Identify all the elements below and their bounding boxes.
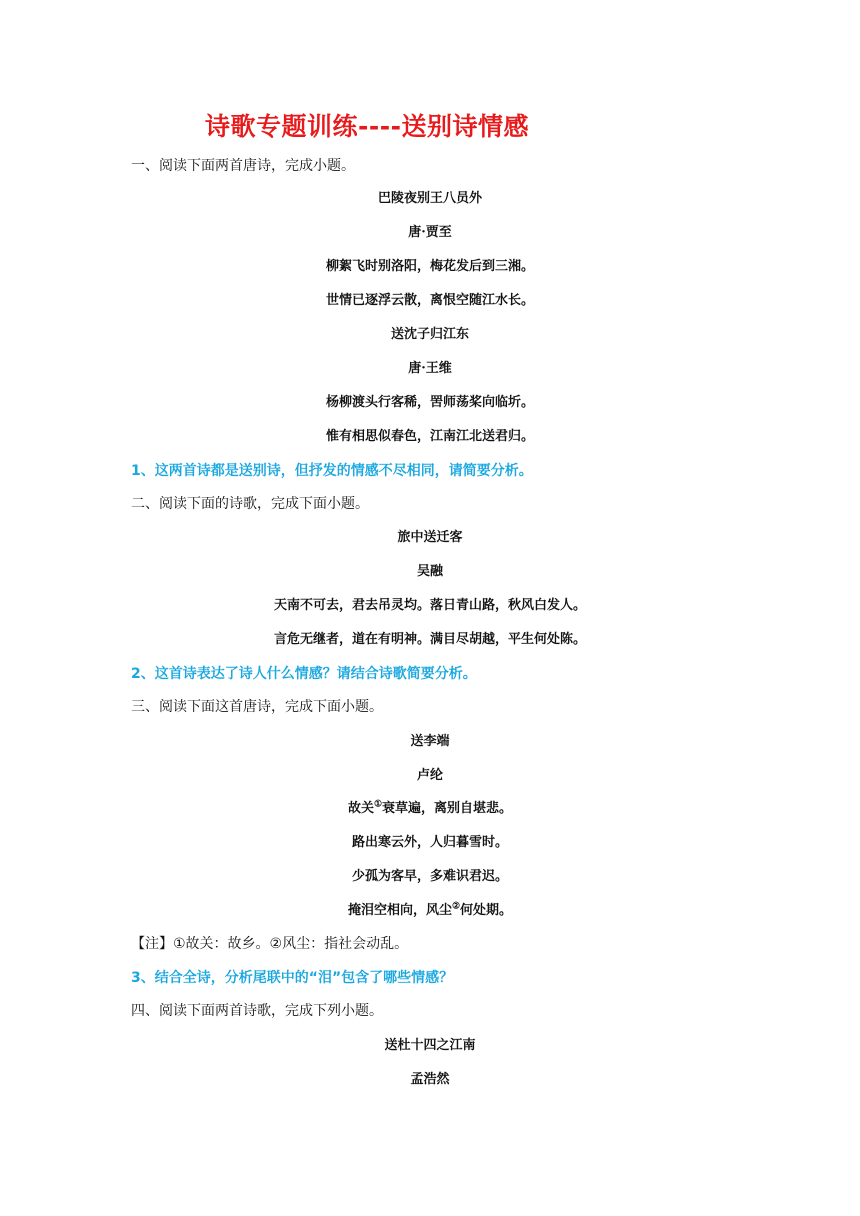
poem-3-line-1: 天南不可去，君去吊灵均。落日青山路，秋风白发人。 <box>273 598 586 613</box>
poem-4-line-3: 少孤为客早，多难识君迟。 <box>351 869 508 884</box>
poem-2-line-2: 惟有相思似春色，江南江北送君归。 <box>325 429 534 444</box>
section-2-heading: 二、阅读下面的诗歌，完成下面小题。 <box>131 496 369 512</box>
section-1-heading: 一、阅读下面两首唐诗，完成小题。 <box>131 158 355 174</box>
poem-4-author: 卢纶 <box>416 768 443 783</box>
poem-1-title: 巴陵夜别王八员外 <box>377 191 482 206</box>
poem-2-author: 唐·王维 <box>408 361 452 376</box>
poem-note: 【注】①故关：故乡。②风尘：指社会动乱。 <box>131 936 409 952</box>
question-2: 2、这首诗表达了诗人什么情感？请结合诗歌简要分析。 <box>131 666 477 682</box>
section-3-heading: 三、阅读下面这首唐诗，完成下面小题。 <box>131 699 383 715</box>
poem-1-line-2: 世情已逐浮云散，离恨空随江水长。 <box>325 293 534 308</box>
section-4-heading: 四、阅读下面两首诗歌，完成下列小题。 <box>131 1003 383 1019</box>
poem-5-title: 送杜十四之江南 <box>384 1038 476 1053</box>
footnote-2-marker: ② <box>451 901 461 912</box>
poem-4-line-1 <box>0 799 860 819</box>
poem-4-line-4 <box>0 901 860 921</box>
page-title: 诗歌专题训练----送别诗情感 <box>204 112 529 141</box>
poem-4-line-2: 路出寒云外，人归暮雪时。 <box>351 835 508 850</box>
poem-3-title: 旅中送迁客 <box>397 530 463 545</box>
poem-4-line-1-start: 故关 <box>347 801 374 816</box>
poem-2-line-1: 杨柳渡头行客稀，罟师荡桨向临圻。 <box>325 395 534 410</box>
poem-3-line-2: 言危无继者，道在有明神。满目尽胡越，平生何处陈。 <box>273 632 586 647</box>
footnote-1-marker: ① <box>373 799 383 810</box>
question-1: 1、这两首诗都是送别诗，但抒发的情感不尽相同，请简要分析。 <box>131 463 533 479</box>
poem-2-title: 送沈子归江东 <box>390 327 469 342</box>
poem-4-line-4-start: 掩泪空相向，风尘 <box>347 903 452 918</box>
poem-3-author: 吴融 <box>416 564 443 579</box>
poem-4-line-4-end: 何处期。 <box>460 903 513 918</box>
poem-1-line-1: 柳絮飞时别洛阳，梅花发后到三湘。 <box>325 259 534 274</box>
poem-1-author: 唐·贾至 <box>408 225 452 240</box>
poem-4-title: 送李端 <box>410 734 450 749</box>
question-3: 3、结合全诗，分析尾联中的“泪”包含了哪些情感？ <box>131 970 454 986</box>
poem-5-author: 孟浩然 <box>410 1072 450 1087</box>
poem-4-line-1-end: 衰草遍，离别自堪悲。 <box>382 801 513 816</box>
